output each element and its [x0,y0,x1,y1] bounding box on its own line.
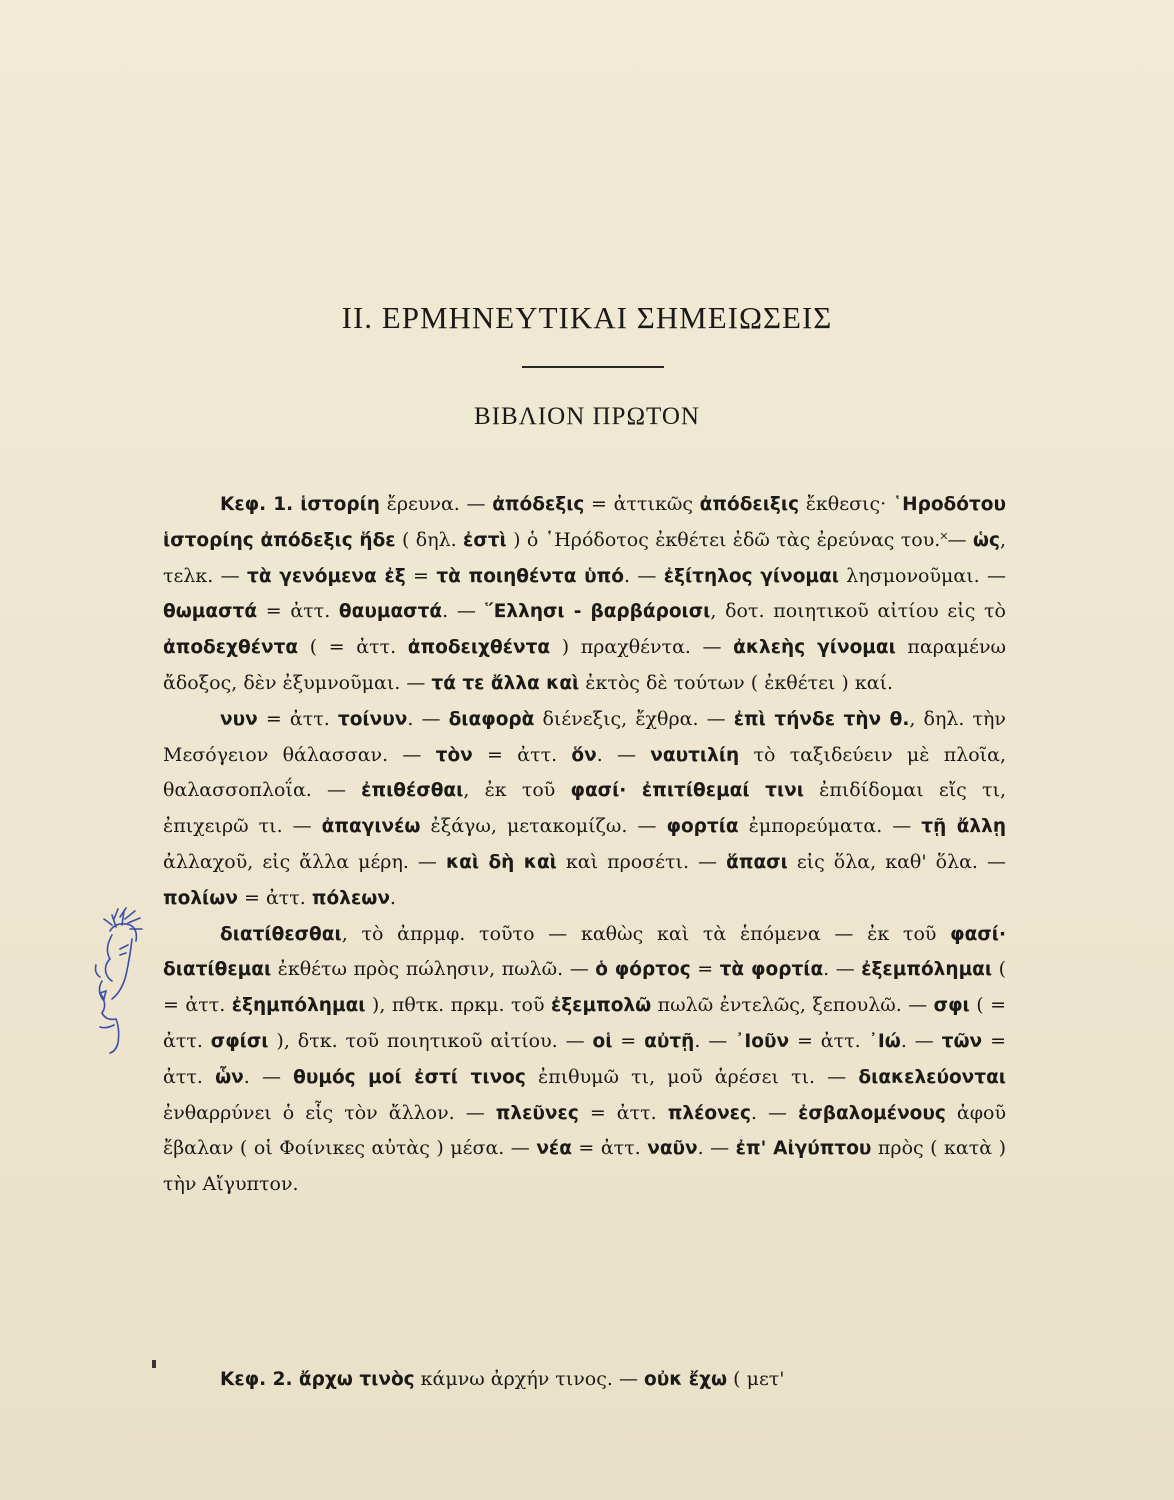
gloss: , τελκ. — [163,528,1007,587]
gloss: = ἀττ. [789,1029,869,1052]
note-paragraph [163,917,1006,1202]
lemma: καὶ δὴ καὶ [445,851,557,873]
gloss: ), πθτκ. πρκμ. τοῦ [365,994,551,1017]
lemma: τὰ γενόμενα ἐξ [247,565,406,587]
gloss: , τὸ ἀπρμφ. τοῦτο — καθὼς καὶ τὰ ἑπόμενα — ἐκ τοῦ [341,922,951,945]
lemma: ὧν [215,1066,244,1088]
lemma: ἀποδειχθέντα [407,637,551,659]
lemma: σφίσι [210,1030,269,1052]
gloss: . — [407,707,449,730]
lemma: διατίθεσθαι [220,923,342,945]
lemma: διακελεύονται [858,1066,1007,1088]
gloss: . — [442,600,485,623]
lemma: ἐσβαλομένους [798,1102,946,1124]
lemma: θωμαστά [163,601,258,623]
gloss: , δοτ. ποιητικοῦ αἰτίου εἰς τὸ [710,600,1006,623]
gloss: = ἀττ. [472,743,572,766]
gloss: . — [823,958,862,981]
lemma: ᾿Ιώ [868,1030,901,1052]
lemma: ἐπ' Αἰγύπτου [735,1138,872,1160]
lemma: ἐξίτηλος γίνομαι [663,565,839,587]
gloss: εἰς ὅλα, καθ' ὅλα. — [787,850,1006,873]
gloss: διένεξις, ἔχθρα. — [534,707,734,730]
gloss: ( = ἀττ. [163,994,1006,1052]
lemma: νυν [220,708,258,730]
gloss: ἔρευνα. — [379,493,493,515]
gloss: . — [697,1137,736,1160]
lemma: ἐστὶ [463,529,507,551]
gloss: παραμένω ἄδοξος, δὲν ἐξυμνοῦμαι. — [163,636,1006,694]
lemma: ἱστορίη [300,494,380,515]
lemma: ἀποδεχθέντα [163,637,299,659]
gloss: = ἀττ. [163,1029,1006,1088]
lemma: νέα [536,1138,572,1160]
gloss: ( = ἀττ. [298,636,408,659]
lemma: τὰ φορτία [719,959,824,981]
lemma: φασί· διατίθεμαι [163,923,1006,981]
gloss: ἐνθαρρύνει ὁ εἷς τὸν ἄλλον. — [163,1101,496,1124]
gloss: . — [624,564,664,587]
lemma: τὰ ποιηθέντα ὑπό [436,565,625,587]
lemma: ἀκλεὴς γίνομαι [733,637,896,659]
gloss: = ἀττ. [571,1137,648,1160]
gloss: λησμονοῦμαι. — [838,564,1007,587]
note-paragraph [163,702,1006,917]
lemma: οἱ [592,1030,613,1052]
lemma: Κεφ. 1. [220,494,301,515]
gloss: . — [900,1029,942,1052]
gloss: ἔκθεσις· [799,493,893,515]
gloss: = ἀττ. [578,1101,668,1124]
note-paragraph [163,487,1006,702]
lemma: ὁ φόρτος [595,959,691,981]
lemma: ἄρχω τινὸς [298,1369,415,1390]
gloss: = [690,958,720,981]
gloss: ἀφοῦ ἔβαλαν ( οἱ Φοίνικες αὐτὰς ) μέσα. — [163,1101,1007,1160]
gloss: κάμνω ἀρχήν τινος. — [414,1368,644,1390]
lemma: τῶν [941,1030,983,1052]
gloss: . — [694,1029,736,1052]
lemma: διαφορὰ [448,708,535,730]
margin-mark [152,1360,156,1368]
lemma: ὡς [972,529,1000,551]
lemma: τὸν [435,744,473,766]
lemma: Κεφ. 2. [220,1369,299,1390]
lemma: αὐτῇ [644,1030,695,1052]
lemma: ἐξημπόλημαι [231,995,366,1017]
lemma: πολίων [163,887,238,909]
gloss: ἐκθέτω πρὸς πώλησιν, πωλῶ. — [271,958,596,981]
lemma: σφι [933,995,970,1017]
gloss: = ἀττ. [237,886,312,909]
heading-divider [522,366,664,368]
lemma: ναυτιλίη [650,744,740,766]
lemma: ὅν [571,744,597,766]
gloss: = ἀττ. [257,707,338,730]
gloss: . — [750,1101,799,1124]
gloss: ἀλλαχοῦ, εἰς ἄλλα μέρη. — [163,850,446,873]
lemma: πλέονες [667,1102,751,1124]
lemma: ἐπιθέσθαι [361,780,464,802]
lemma: ἀπόδεξις [492,494,585,515]
gloss: ) ὁ ῾Ηρόδοτος ἐκθέτει ἐδῶ τὰς ἐρεύνας του.˟— [506,528,973,551]
gloss: , ἐκ τοῦ [463,779,571,802]
gloss: ( δηλ. [395,528,464,551]
lemma: ἐξεμπόλημαι [861,959,993,981]
chapter-2-start [220,1368,1020,1390]
gloss: = ἀττ. [257,600,339,623]
lemma: θυμός μοί ἐστί τινος [293,1066,526,1088]
gloss: ), δτκ. τοῦ ποιητικοῦ αἰτίου. — [268,1029,593,1052]
notes-body [163,487,1006,1202]
gloss: . — [243,1065,294,1088]
lemma: ἐξεμπολῶ [550,995,652,1017]
lemma: ἀπόδειξις [699,494,800,515]
gloss: καὶ προσέτι. — [556,850,727,873]
gloss: ) πραχθέντα. — [550,636,734,659]
gloss: . [389,886,396,909]
book-title: ΒΙΒΛΙΟΝ ΠΡΩΤΟΝ [474,403,700,430]
gloss: , δηλ. τὴν Μεσόγειον θάλασσαν. — [163,707,1006,766]
lemma: ἀπαγινέω [321,816,421,838]
gloss: ἐκτὸς δὲ τούτων ( ἐκθέτει ) καί. [579,671,894,694]
section-heading: II. ΕΡΜΗΝΕΥΤΙΚΑΙ ΣΗΜΕΙΩΣΕΙΣ [341,300,833,335]
gloss: πωλῶ ἐντελῶς, ξεπουλῶ. — [651,994,934,1017]
gloss: ἐπιδίδομαι εἴς τι, ἐπιχειρῶ τι. — [163,779,1006,838]
lemma: πόλεων [311,887,390,909]
gloss: = [405,564,437,587]
lemma: ἅπασι [726,851,788,873]
gloss: τὸ ταξιδεύειν μὲ πλοῖα, θαλασσοπλοΐα. — [163,743,1006,802]
lemma: ῞Ελλησι - βαρβάροισι [484,601,711,623]
lemma: πλεῦνες [495,1102,579,1124]
lemma: ἐπὶ τήνδε τὴν θ. [733,708,910,730]
gloss: = [612,1029,645,1052]
lemma: θαυμαστά [338,601,443,623]
gloss: ( = ἀττ. [163,958,1007,1017]
lemma: τοίνυν [337,708,408,730]
lemma: φασί· ἐπιτίθεμαί τινι [570,780,804,802]
lemma: τά τε ἄλλα καὶ [431,672,580,694]
lemma: ναῦν [647,1138,698,1160]
gloss: . — [596,743,651,766]
gloss: ἐπιθυμῶ τι, μοῦ ἀρέσει τι. — [525,1065,859,1088]
gloss: ( μετ' [727,1368,785,1390]
margin-sketch-face-icon [92,905,154,1055]
gloss: ἐξάγω, μετακομίζω. — [420,815,667,838]
lemma: τῇ ἄλλῃ [921,816,1006,838]
gloss: πρὸς ( κατὰ ) τὴν Αἴγυπτον. [163,1137,1006,1196]
lemma: οὐκ ἔχω [644,1369,728,1390]
lemma: φορτία [666,816,739,838]
lemma: ᾿Ιοῦν [735,1030,790,1052]
gloss: = ἀττικῶς [584,493,700,515]
lemma: ῾Ηροδότου ἱστορίης ἀπόδεξις ἥδε [163,494,1006,551]
gloss: ἐμπορεύματα. — [738,815,922,838]
